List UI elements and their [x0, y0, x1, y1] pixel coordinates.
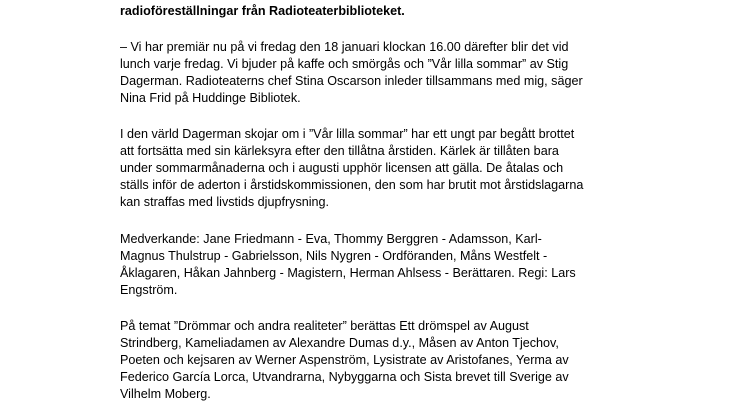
- text-line: under sommarmånaderna och i augusti upphör licensen att gälla. De åtalas och: [120, 161, 564, 175]
- text-line: kan straffas med livstids djupfrysning.: [120, 195, 330, 209]
- text-line: ställs inför de aderton i årstidskommissionen, den som har brutit mot årstidslagarna: [120, 178, 584, 192]
- text-line: lunch varje fredag. Vi bjuder på kaffe och smörgås och ”Vår lilla sommar” av Stig: [120, 57, 569, 71]
- text-line: I den värld Dagerman skojar om i ”Vår lilla sommar” har ett ungt par begått brottet: [120, 127, 575, 141]
- text-line: Dagerman. Radioteaterns chef Stina Oscarson inleder tillsammans med mig, säger: [120, 74, 583, 88]
- text-line: På temat ”Drömmar och andra realiteter” berättas Ett drömspel av August: [120, 319, 529, 333]
- text-line: Nina Frid på Huddinge Bibliotek.: [120, 91, 301, 105]
- text-line: att fortsätta med sin kärleksyra efter den tillåtna årstiden. Kärlek är tillåten bara: [120, 144, 559, 158]
- text-line: Engström.: [120, 283, 178, 297]
- text-line: Medverkande: Jane Friedmann - Eva, Thommy Berggren - Adamsson, Karl-: [120, 232, 542, 246]
- text-line: Åklagaren, Håkan Jahnberg - Magistern, Herman Ahlsess - Berättaren. Regi: Lars: [120, 266, 576, 280]
- text-line: Magnus Thulstrup - Gabrielsson, Nils Nygren - Ordföranden, Måns Westfelt -: [120, 249, 548, 263]
- heading-line: radioföreställningar från Radioteaterbiblioteket.: [120, 4, 405, 18]
- text-line: Strindberg, Kameliadamen av Alexandre Dumas d.y., Måsen av Anton Tjechov,: [120, 336, 559, 350]
- text-line: Vilhelm Moberg.: [120, 387, 211, 401]
- text-line: Federico García Lorca, Utvandrarna, Nybyggarna och Sista brevet till Sverige av: [120, 370, 569, 384]
- text-line: Poeten och kejsaren av Werner Aspenström, Lysistrate av Aristofanes, Yerma av: [120, 353, 569, 367]
- text-line: – Vi har premiär nu på vi fredag den 18 januari klockan 16.00 därefter blir det vid: [120, 40, 569, 54]
